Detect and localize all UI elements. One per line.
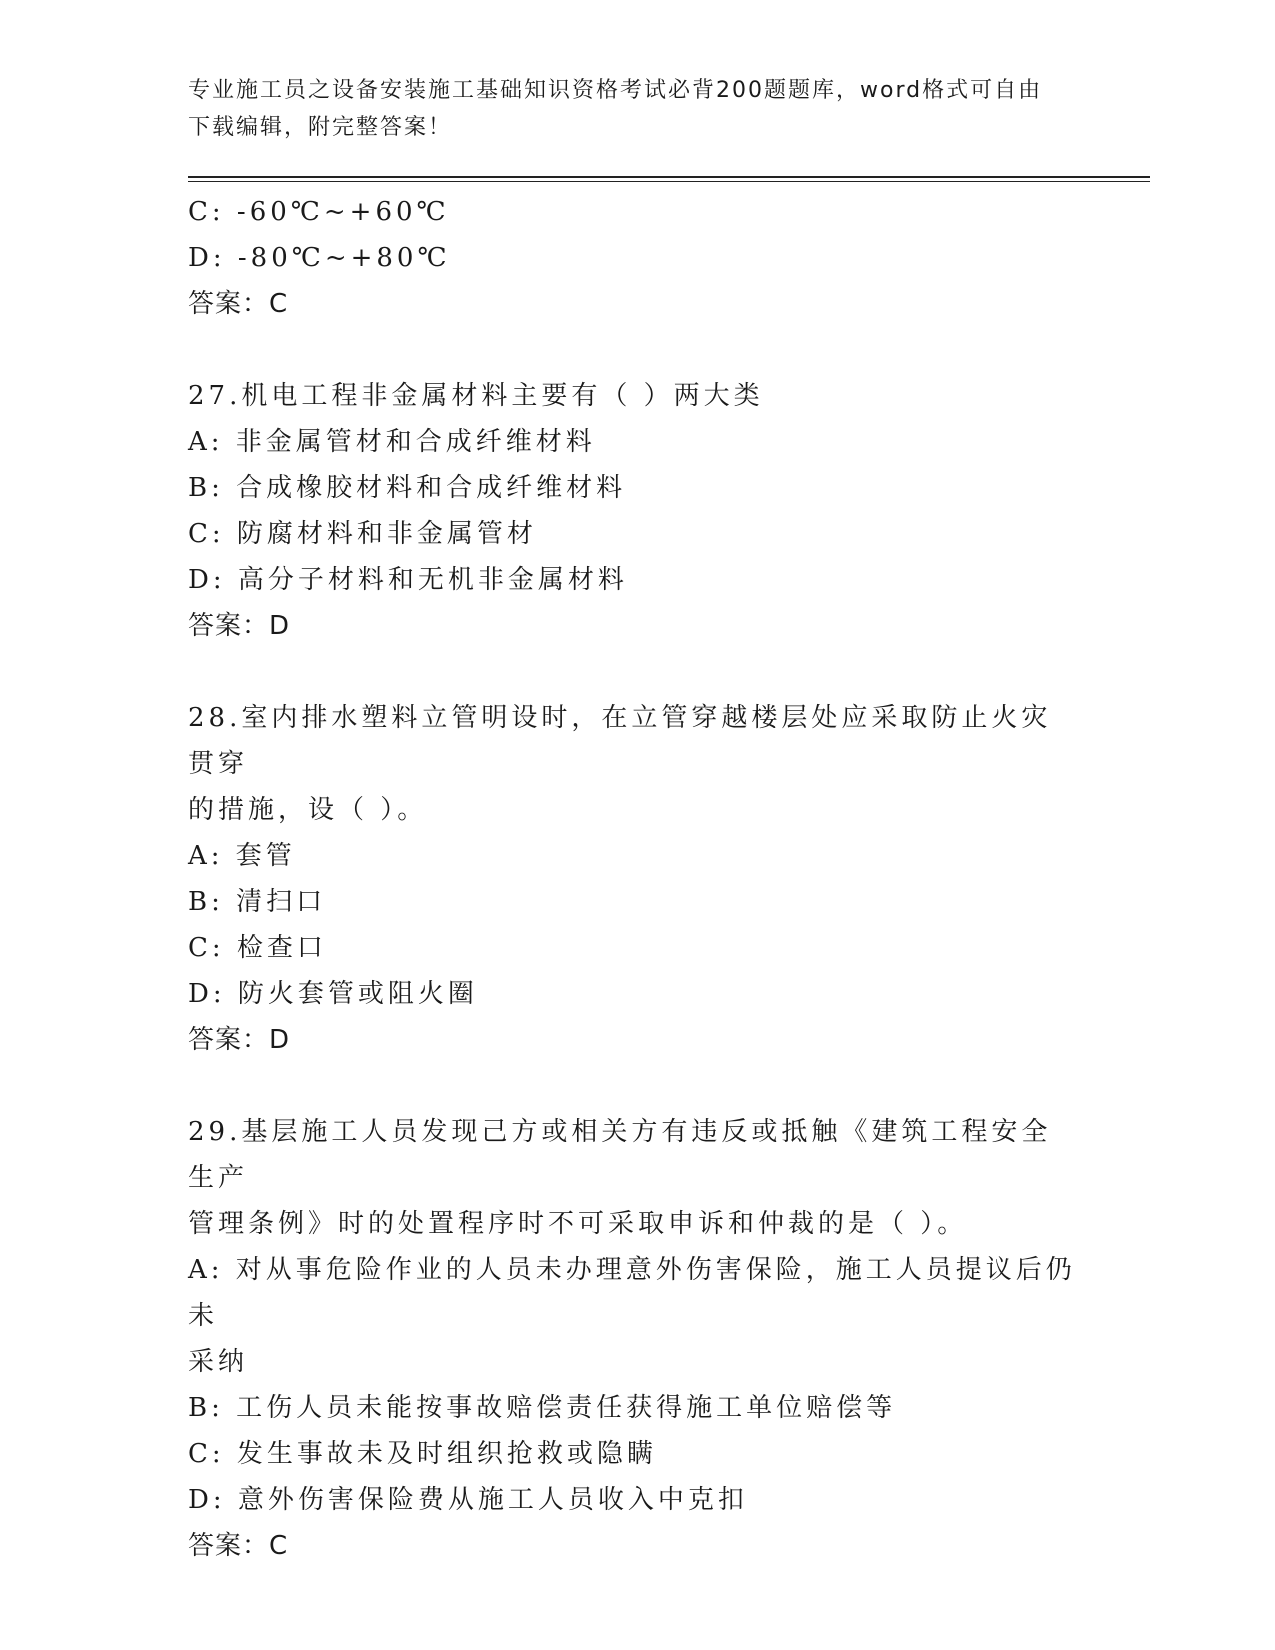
header-divider-thick <box>188 176 1150 178</box>
q29-answer: 答案：C <box>188 1531 289 1561</box>
question-list <box>188 189 1078 1569</box>
q28-option-a: A: 套管 <box>188 841 296 871</box>
q29-question-line-1: 29.基层施工人员发现己方或相关方有违反或抵触《建筑工程安全生产 <box>188 1117 1052 1193</box>
q27-question: 27.机电工程非金属材料主要有（ ）两大类 <box>188 381 764 411</box>
question-28-block <box>188 695 1078 1063</box>
q28-option-b: B: 清扫口 <box>188 887 327 917</box>
q28-question-line-2: 的措施，设（ ）。 <box>188 795 428 825</box>
q26-option-c: C: -60℃~+60℃ <box>188 197 450 227</box>
q26-answer: 答案：C <box>188 289 289 319</box>
q27-option-a: A: 非金属管材和合成纤维材料 <box>188 427 596 457</box>
spacer <box>188 649 1078 695</box>
spacer <box>188 327 1078 373</box>
q27-option-d: D: 高分子材料和无机非金属材料 <box>188 565 628 595</box>
header-divider-thin <box>188 181 1150 182</box>
q28-option-c: C: 检查口 <box>188 933 327 963</box>
q27-answer: 答案：D <box>188 611 291 641</box>
q26-option-d: D: -80℃~+80℃ <box>188 243 451 273</box>
q28-answer: 答案：D <box>188 1025 291 1055</box>
spacer <box>188 1063 1078 1109</box>
question-27-block <box>188 373 1078 649</box>
q29-option-b: B: 工伤人员未能按事故赔偿责任获得施工单位赔偿等 <box>188 1393 897 1423</box>
q29-question-line-2: 管理条例》时的处置程序时不可采取申诉和仲裁的是（ ）。 <box>188 1209 968 1239</box>
q29-option-d: D: 意外伤害保险费从施工人员收入中克扣 <box>188 1485 748 1515</box>
q27-option-b: B: 合成橡胶材料和合成纤维材料 <box>188 473 627 503</box>
q28-question-line-1: 28.室内排水塑料立管明设时，在立管穿越楼层处应采取防止火灾贯穿 <box>188 703 1052 779</box>
q28-option-d: D: 防火套管或阻火圈 <box>188 979 478 1009</box>
document-header <box>188 72 1088 146</box>
header-line-2: 下载编辑，附完整答案！ <box>188 115 453 140</box>
q29-option-a-line-2: 采纳 <box>188 1347 249 1377</box>
question-26-block <box>188 189 1078 327</box>
question-29-block <box>188 1109 1078 1569</box>
q27-option-c: C: 防腐材料和非金属管材 <box>188 519 537 549</box>
q29-option-a-line-1: A: 对从事危险作业的人员未办理意外伤害保险，施工人员提议后仍未 <box>188 1255 1076 1331</box>
header-line-1: 专业施工员之设备安装施工基础知识资格考试必背200题题库，word格式可自由 <box>188 78 1043 103</box>
q29-option-c: C: 发生事故未及时组织抢救或隐瞒 <box>188 1439 657 1469</box>
